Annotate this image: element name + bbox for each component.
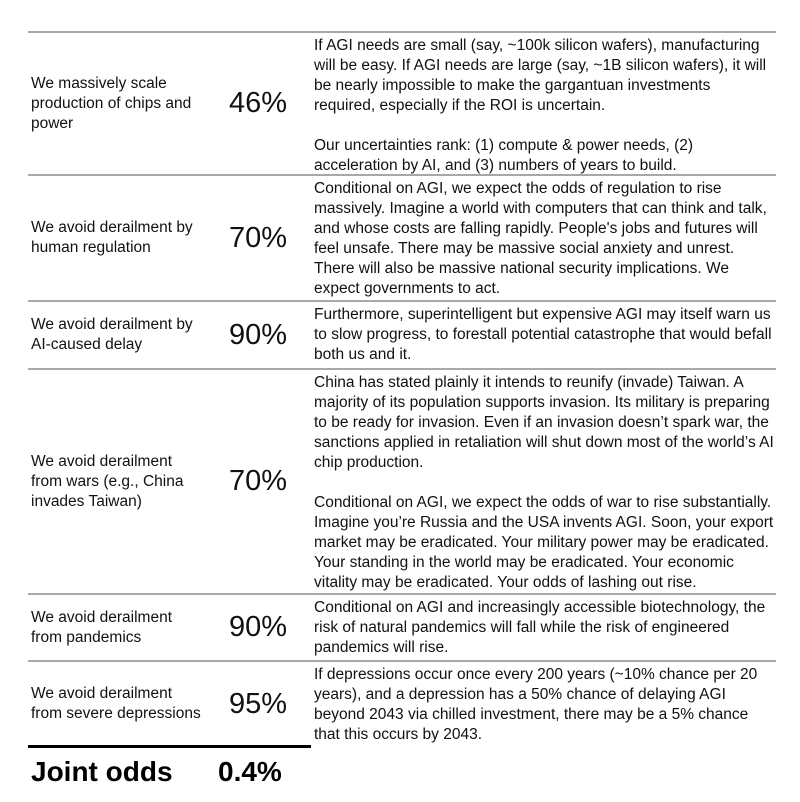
- description-paragraph: Conditional on AGI and increasingly accessible biotechnology, the risk of natural pandemics will fall while the risk of engineered pandemics will rise.: [314, 599, 766, 656]
- description-paragraph: If AGI needs are small (say, ~100k silicon wafers), manufacturing will be easy. If AGI needs are large (say, ~1B silicon wafers), it will be nearly impossible to make the gargantuan investments required, especially if the ROI is uncertain.: [314, 37, 767, 114]
- joint-odds-row: [28, 745, 311, 787]
- description-paragraph: China has stated plainly it intends to reunify (invade) Taiwan. A majority of its population supports invasion. Its military is preparing to be ready for invasion. Even if an invasion doesn’t spark war, the sanctions applied in retaliation will shut down most of the world’s AI chip production.: [314, 374, 774, 471]
- row-description: [314, 176, 774, 302]
- row-label: We avoid derailment from severe depressions: [31, 685, 201, 722]
- row-label: We massively scale production of chips and power: [31, 74, 192, 132]
- joint-odds-label: Joint odds: [31, 756, 173, 787]
- table-row-depressions: [28, 660, 776, 746]
- row-label: We avoid derailment from wars (e.g., China invades Taiwan): [31, 452, 184, 510]
- row-odds: 46%: [228, 87, 288, 119]
- odds-table: [28, 31, 776, 746]
- row-odds: 90%: [228, 611, 288, 643]
- row-label: We avoid derailment by AI-caused delay: [31, 316, 193, 353]
- table-row-pandemics: [28, 593, 776, 660]
- row-description: [314, 595, 774, 661]
- row-description: [314, 33, 774, 179]
- description-paragraph: If depressions occur once every 200 years (~10% chance per 20 years), and a depression has a 50% chance of delaying AGI beyond 2043 via chilled investment, there may be a 5% chance that this occurs by 2043.: [314, 666, 758, 743]
- description-paragraph: Conditional on AGI, we expect the odds of war to rise substantially. Imagine you’re Russia and the USA invents AGI. Soon, your export market may be eradicated. Your military power may be eradicated. Your standing in the world may be eradicated. Your economic vitality may be eradicated. Your odds of lashing out rise.: [314, 494, 774, 591]
- row-odds: 95%: [228, 687, 288, 720]
- row-description: [314, 302, 774, 368]
- table-row-ai-delay: [28, 300, 776, 368]
- row-label: We avoid derailment from pandemics: [31, 608, 173, 646]
- table-row-chips-power: [28, 31, 776, 174]
- row-odds: 70%: [228, 221, 288, 254]
- row-odds: 70%: [228, 465, 288, 497]
- description-paragraph: Furthermore, superintelligent but expensive AGI may itself warn us to slow progress, to forestall potential catastrophe that would befall both us and it.: [314, 306, 772, 363]
- row-description: [314, 662, 774, 748]
- joint-odds-value: 0.4%: [218, 756, 282, 787]
- description-paragraph: Conditional on AGI, we expect the odds of regulation to rise massively. Imagine a world with computers that can think and talk, and whose costs are falling rapidly. People's jobs and futures will feel unsafe. There may be massive social anxiety and unrest. There will also be massive national security implications. We expect governments to act.: [314, 180, 767, 297]
- row-label: We avoid derailment by human regulation: [31, 219, 193, 256]
- table-row-regulation: [28, 174, 776, 300]
- description-paragraph: Our uncertainties rank: (1) compute & power needs, (2) acceleration by AI, and (3) numbers of years to build.: [314, 137, 694, 174]
- row-description: [314, 370, 774, 596]
- table-row-wars: [28, 368, 776, 593]
- row-odds: 90%: [228, 318, 288, 351]
